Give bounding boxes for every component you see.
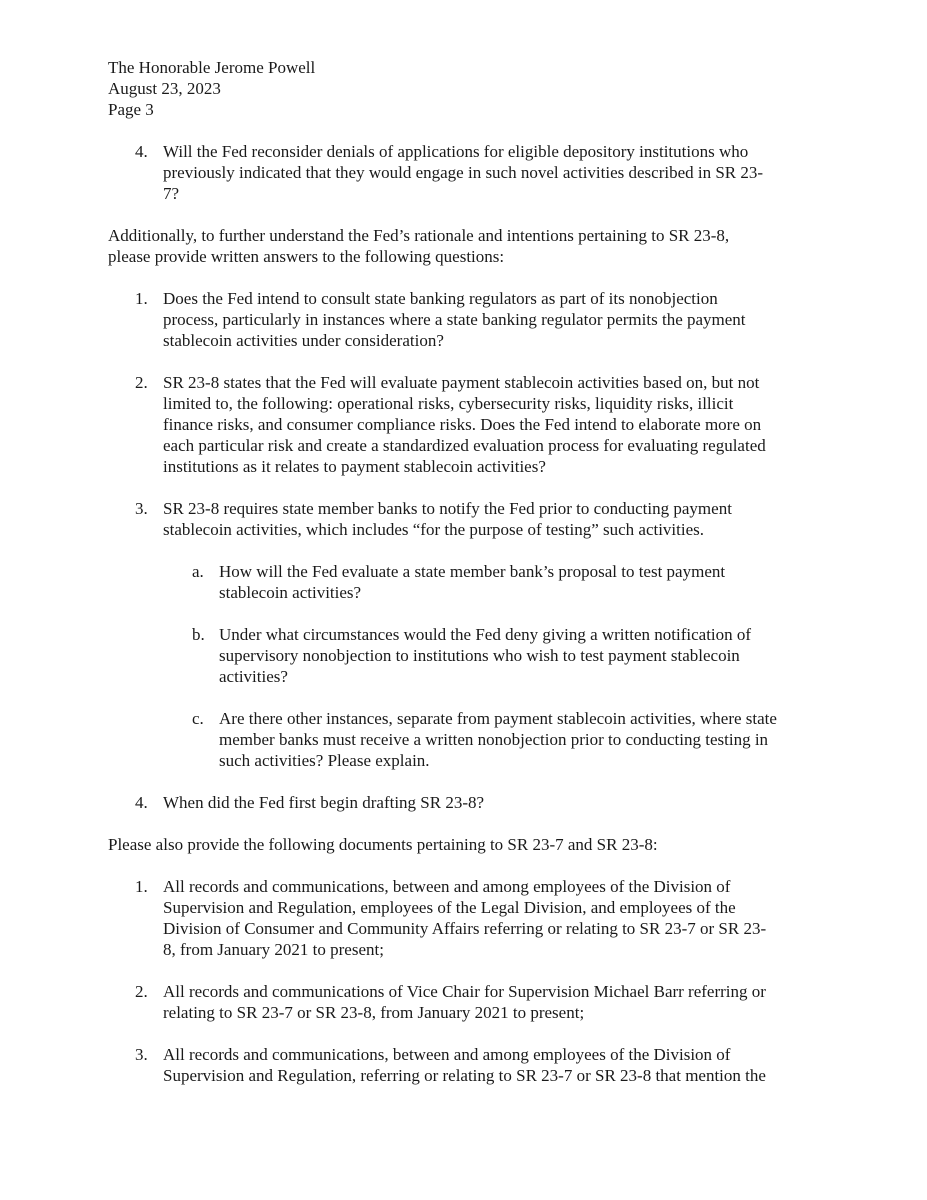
list-marker: 1. <box>135 289 148 308</box>
text-line: Are there other instances, separate from payment stablecoin activities, where state <box>219 709 777 728</box>
text-line: process, particularly in instances where a state banking regulator permits the payment <box>163 310 746 329</box>
sr23-8-question-3a <box>108 561 827 603</box>
letter-header <box>108 57 827 120</box>
text-line: 7? <box>163 184 180 203</box>
text-line: activities? <box>219 667 288 686</box>
text-line: SR 23-8 requires state member banks to notify the Fed prior to conducting payment <box>163 499 732 518</box>
text-line: supervisory nonobjection to institutions who wish to test payment stablecoin <box>219 646 740 665</box>
text-line: limited to, the following: operational risks, cybersecurity risks, liquidity risks, illicit <box>163 394 734 413</box>
text-line: All records and communications of Vice Chair for Supervision Michael Barr referring or <box>163 982 766 1001</box>
text-line: such activities? Please explain. <box>219 751 430 770</box>
letter-content <box>108 57 827 1086</box>
text-line: Division of Consumer and Community Affairs referring or relating to SR 23-7 or SR 23- <box>163 919 767 938</box>
list-marker: 3. <box>135 499 148 518</box>
list-marker: a. <box>192 562 204 581</box>
text-line: Will the Fed reconsider denials of applications for eligible depository institutions who <box>163 142 749 161</box>
text-line: 8, from January 2021 to present; <box>163 940 384 959</box>
text-line: stablecoin activities? <box>219 583 362 602</box>
text-line: All records and communications, between and among employees of the Division of <box>163 1045 731 1064</box>
document-request-1 <box>108 876 827 960</box>
text-line: please provide written answers to the following questions: <box>108 247 505 266</box>
text-line: previously indicated that they would engage in such novel activities described in SR 23- <box>163 163 764 182</box>
document-request-2 <box>108 981 827 1023</box>
list-marker: c. <box>192 709 204 728</box>
list-marker: 4. <box>135 142 148 161</box>
text-line: relating to SR 23-7 or SR 23-8, from January 2021 to present; <box>163 1003 585 1022</box>
list-marker: 3. <box>135 1045 148 1064</box>
letter-body <box>108 141 827 1086</box>
text-line: Supervision and Regulation, employees of the Legal Division, and employees of the <box>163 898 736 917</box>
text-line: each particular risk and create a standardized evaluation process for evaluating regulated <box>163 436 766 455</box>
recipient-line: The Honorable Jerome Powell <box>108 58 316 77</box>
intro-sr23-8-paragraph <box>108 225 827 267</box>
date-line: August 23, 2023 <box>108 79 221 98</box>
text-line: SR 23-8 states that the Fed will evaluate payment stablecoin activities based on, but not <box>163 373 760 392</box>
sr23-8-question-3c <box>108 708 827 771</box>
text-line: Supervision and Regulation, referring or relating to SR 23-7 or SR 23-8 that mention the <box>163 1066 766 1085</box>
list-marker: 2. <box>135 982 148 1001</box>
text-line: Additionally, to further understand the Fed’s rationale and intentions pertaining to SR 23-8, <box>108 226 730 245</box>
text-line: stablecoin activities, which includes “for the purpose of testing” such activities. <box>163 520 705 539</box>
text-line: Does the Fed intend to consult state banking regulators as part of its nonobjection <box>163 289 718 308</box>
text-line: All records and communications, between and among employees of the Division of <box>163 877 731 896</box>
text-line: finance risks, and consumer compliance risks. Does the Fed intend to elaborate more on <box>163 415 762 434</box>
text-line: stablecoin activities under consideration? <box>163 331 444 350</box>
text-line: When did the Fed first begin drafting SR 23-8? <box>163 793 485 812</box>
list-marker: 4. <box>135 793 148 812</box>
text-line: member banks must receive a written nonobjection prior to conducting testing in <box>219 730 769 749</box>
documents-request-paragraph <box>108 834 827 855</box>
page-number-line: Page 3 <box>108 100 154 119</box>
question-sr23-7-item-4 <box>108 141 827 204</box>
list-marker: 1. <box>135 877 148 896</box>
text-line: How will the Fed evaluate a state member bank’s proposal to test payment <box>219 562 726 581</box>
sr23-8-question-2 <box>108 372 827 477</box>
text-line: Please also provide the following documents pertaining to SR 23-7 and SR 23-8: <box>108 835 658 854</box>
list-marker: b. <box>192 625 205 644</box>
sr23-8-question-4 <box>108 792 827 813</box>
text-line: Under what circumstances would the Fed deny giving a written notification of <box>219 625 752 644</box>
sr23-8-question-3b <box>108 624 827 687</box>
list-marker: 2. <box>135 373 148 392</box>
sr23-8-question-3 <box>108 498 827 540</box>
text-line: institutions as it relates to payment stablecoin activities? <box>163 457 546 476</box>
document-request-3 <box>108 1044 827 1086</box>
sr23-8-question-1 <box>108 288 827 351</box>
